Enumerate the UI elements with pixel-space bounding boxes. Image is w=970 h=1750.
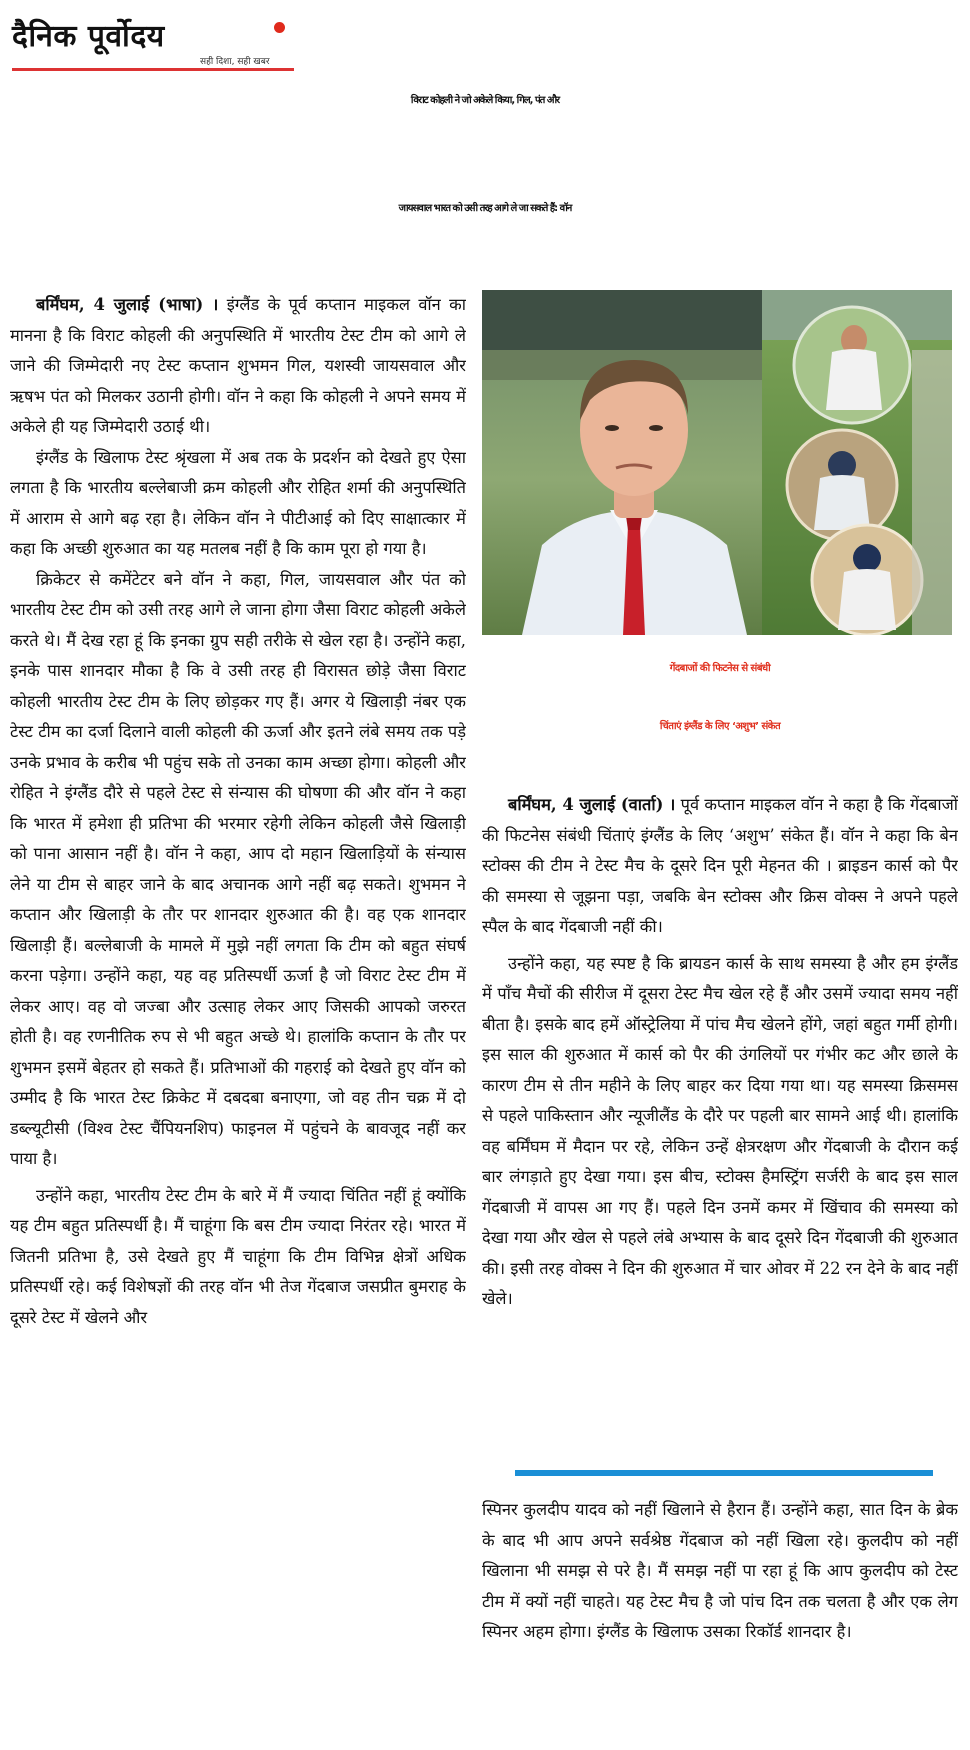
sub-headline-line1: गेंदबाजों की फिटनेस से संबंधी (669, 663, 771, 674)
article-main-paragraph-2: इंग्लैंड के खिलाफ टेस्ट श्रृंखला में अब तक के प्रदर्शन को देखते हुए ऐसा लगता है कि भारतीय बल्लेबाजी क्रम कोहली और रोहित शर्मा की अनुपस्थिति में आराम से आगे बढ़ रहा है। लेकिन वॉन ने पीटीआई को दिए साक्षात्कार में कहा कि अच्छी शुरुआत का यह मतलब नहीं है कि काम पूरा हो गया है। (10, 447, 466, 558)
article-secondary-body (482, 790, 958, 1450)
article-main-paragraph-3: क्रिकेटर से कमेंटेटर बने वॉन ने कहा, गिल, जायसवाल और पंत को भारतीय टेस्ट टीम को उसी तरह आगे ले जाना होगा जैसा विराट कोहली अकेले करते थे। मैं देख रहा हूं कि इनका ग्रुप सही तरीके से खेल रहा है। उन्होंने कहा, इनके पास शानदार मौका है कि वे उसी तरह ही विरासत छोड़े जैसा विराट कोहली भारतीय टेस्ट टीम के लिए छोड़कर गए हैं। अगर ये खिलाड़ी नंबर एक टेस्ट टीम का दर्जा दिलाने वाली कोहली की ऊर्जा और इतने लंबे समय तक पड़े उनके प्रभाव के करीब भी पहुंच सके तो उनका काम अच्छा होगा। कोहली और रोहित ने इंग्लैंड दौरे से पहले टेस्ट से संन्यास की घोषणा की और वॉन ने कहा कि भारत में हमेशा ही प्रतिभा की भरमार रहेगी लेकिन कोहली जैसे खिलाड़ी को पाना आसान नहीं है। वॉन ने कहा, आप दो महान खिलाड़ियों के संन्यास लेने या टीम से बाहर जाने के बाद अचानक आगे नहीं बढ़ सकते। शुभमन ने कप्तान और खिलाड़ी के तौर पर शानदार शुरुआत की है। वह एक शानदार खिलाड़ी हैं। बल्लेबाजी के मामले में मुझे नहीं लगता कि टीम को बहुत संघर्ष करना पड़ेगा। उन्होंने कहा, यह वह प्रतिस्पर्धी ऊर्जा है जो विराट टेस्ट टीम में लेकर आए। वह वो जज्बा और उत्साह लेकर आए जिसकी आपको जरुरत होती है। वह रणनीतिक रुप से भी बहुत अच्छे थे। हालांकि कप्तान के तौर पर शुभमन इसमें बेहतर हो सकते हैं। प्रतिभाओं की गहराई को देखते हुए वॉन को उम्मीद है कि भारत टेस्ट क्रिकेट में दबदबा बनाएगा, जो वह तीन चक्र में दो डब्ल्यूटीसी (विश्व टेस्ट चैंपियनशिप) फाइनल में पहुंचने के बावजूद नहीं कर पाया है। (10, 569, 466, 1168)
masthead-tagline: सही दिशा, सही खबर (200, 57, 270, 67)
section-divider (515, 1470, 933, 1476)
sub-headline-line2: चिंताएं इंग्लैंड के लिए ‘अशुभ’ संकेत (659, 721, 781, 732)
article-main-dateline: बर्मिंघम, 4 जुलाई (भाषा) । (36, 295, 219, 314)
masthead (12, 8, 294, 70)
main-headline-line1: विराट कोहली ने जो अकेले किया, गिल, पंत और (410, 95, 560, 106)
article-secondary-paragraph-1: पूर्व कप्तान माइकल वॉन ने कहा है कि गेंदबाजों की फिटनेस संबंधी चिंताएं इंग्लैंड के लिए ‘अशुभ’ संकेत हैं। वॉन ने कहा कि बेन स्टोक्स की टीम ने टेस्ट मैच के दूसरे दिन पूरी मेहनत की । ब्राइडन कार्स को पैर की समस्या से जूझना पड़ा, जबकि बेन स्टोक्स और क्रिस वोक्स ने अपने पहले स्पैल के बाद गेंदबाजी नहीं की। (482, 795, 958, 936)
article-continuation-paragraph: स्पिनर कुलदीप यादव को नहीं खिलाने से हैरान हैं। उन्होंने कहा, सात दिन के ब्रेक के बाद भी आप अपने सर्वश्रेष्ठ गेंदबाज को नहीं खिला रहे। कुलदीप को नहीं खिलाना भी समझ से परे है। मैं समझ नहीं पा रहा हूं कि आप कुलदीप को टेस्ट टीम में क्यों नहीं चाहते। यह टेस्ट मैच है जो पांच दिन तक चलता है और एक लेग स्पिनर अहम होगा। इंग्लैंड के खिलाफ उसका रिकॉर्ड शानदार है। (482, 1500, 958, 1641)
photo-illustration (482, 290, 952, 635)
main-headline-line2: जायसवाल भारत को उसी तरह आगे ले जा सकते हैं: वॉन (398, 203, 572, 214)
article-photo (482, 290, 952, 635)
masthead-title: दैनिक पूर्वोदय (12, 19, 165, 54)
article-secondary-paragraph-2: उन्होंने कहा, यह स्पष्ट है कि ब्रायडन कार्स के साथ समस्या है और हम इंग्लैंड में पाँच मैचों की सीरीज में दूसरा टेस्ट मैच खेल रहे हैं और उसमें ज्यादा समय नहीं बीता है। इसके बाद हमें ऑस्ट्रेलिया में पांच मैच खेलने होंगे, जहां बहुत गर्मी होगी। इस साल की शुरुआत में कार्स को पैर की उंगलियों पर गंभीर कट और छाले के कारण टीम से तीन महीने के लिए बाहर कर दिया गया था। यह समस्या क्रिसमस से पहले पाकिस्तान और न्यूजीलैंड के दौरे पर पहली बार सामने आई थी। हालांकि वह बर्मिंघम में मैदान पर रहे, लेकिन उन्हें क्षेत्ररक्षण और गेंदबाजी के दौरान कई बार लंगड़ाते हुए देखा गया। इस बीच, स्टोक्स हैमस्ट्रिंग सर्जरी के बाद इस साल गेंदबाजी में वापस आ गए हैं। पहले दिन उनमें कमर में खिंचाव की समस्या को देखा गया और खेल से पहले लंबे अभ्यास के बाद दूसरे दिन गेंदबाजी की शुरुआत की। इसी तरह वोक्स ने दिन की शुरुआत में चार ओवर में 22 रन देने के बाद नहीं खेले। (482, 953, 958, 1308)
article-continuation-body (482, 1495, 958, 1745)
article-main-paragraph-1: इंग्लैंड के पूर्व कप्तान माइकल वॉन का मानना है कि विराट कोहली की अनुपस्थिति में भारतीय टेस्ट टीम को आगे ले जाने की जिम्मेदारी नए टेस्ट कप्तान शुभमन गिल, यशस्वी जायसवाल और ऋषभ पंत को मिलकर उठानी होगी। वॉन ने कहा कि कोहली ने अपने समय में अकेले ही यह जिम्मेदारी उठाई थी। (10, 295, 466, 436)
article-secondary-dateline: बर्मिंघम, 4 जुलाई (वार्ता) । (508, 795, 676, 814)
masthead-dot-icon (274, 22, 285, 33)
article-main-paragraph-4: उन्होंने कहा, भारतीय टेस्ट टीम के बारे में मैं ज्यादा चिंतित नहीं हूं क्योंकि यह टीम बहुत प्रतिस्पर्धी है। मैं चाहूंगा कि बस टीम ज्यादा निरंतर रहे। भारत में जितनी प्रतिभा है, उसे देखते हुए मैं चाहूंगा कि टीम विभिन्न क्षेत्रों अधिक प्रतिस्पर्धी रहे। कई विशेषज्ञों की तरह वॉन भी तेज गेंदबाज जसप्रीत बुमराह के दूसरे टेस्ट में खेलने और (10, 1185, 466, 1327)
masthead-rule (12, 68, 294, 71)
article-main-body (10, 290, 466, 1745)
